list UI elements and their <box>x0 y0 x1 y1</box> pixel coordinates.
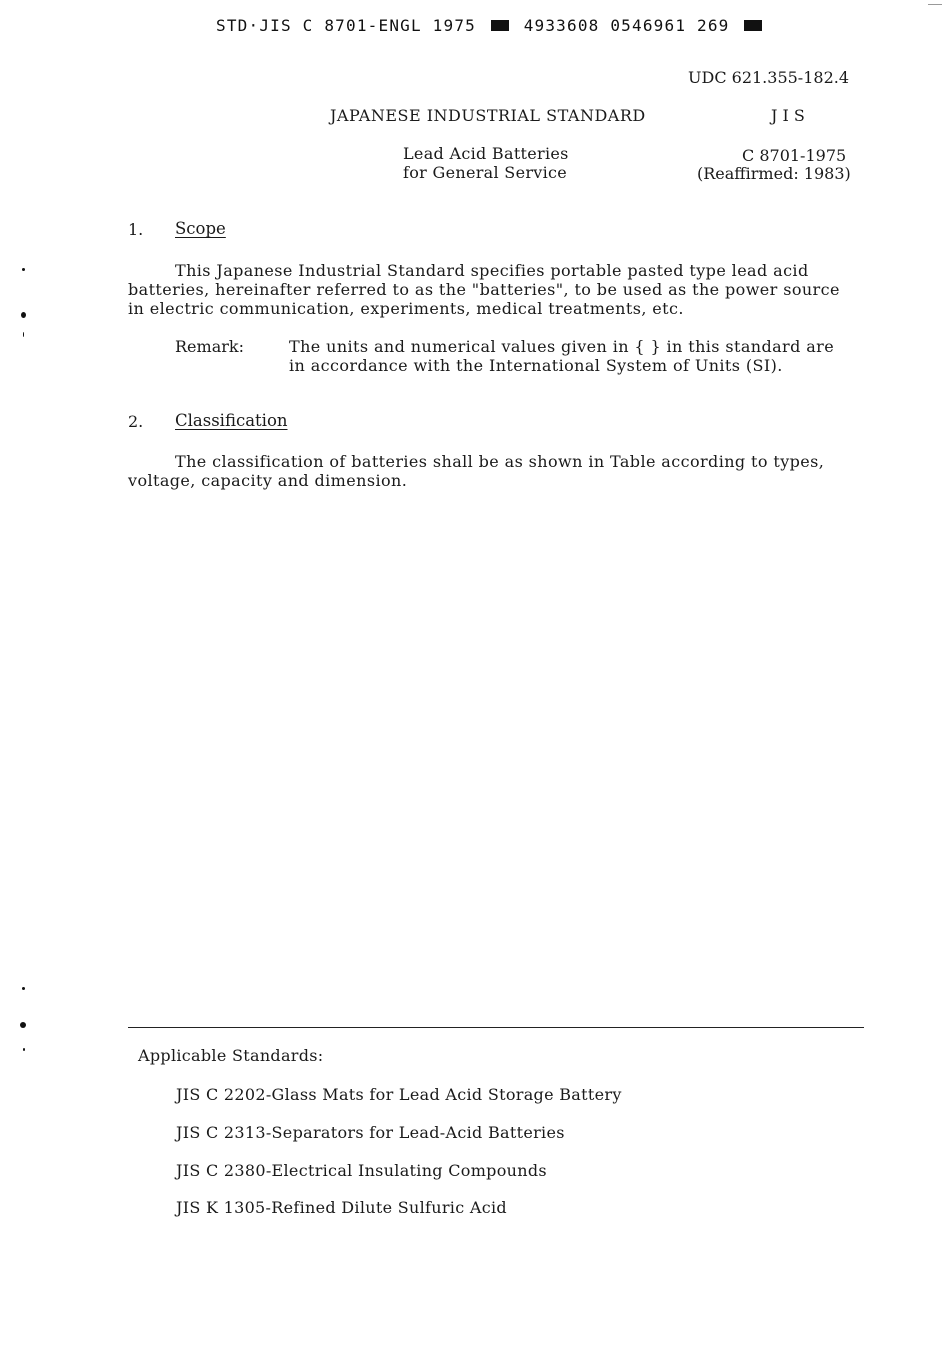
remark-line-1: The units and numerical values given in { } in this standard are <box>289 337 835 356</box>
applicable-standard-item: JIS K 1305-Refined Dilute Sulfuric Acid <box>176 1198 507 1217</box>
title-line-1: Lead Acid Batteries <box>403 144 569 163</box>
classification-line-1: The classification of batteries shall be as shown in Table according to types, <box>175 452 825 471</box>
document-header-code <box>216 16 766 35</box>
title-line-2: for General Service <box>403 163 568 182</box>
remark-line-2: in accordance with the International System of Units (SI). <box>289 356 783 375</box>
classification-line-2: voltage, capacity and dimension. <box>128 471 408 490</box>
standard-name: JAPANESE INDUSTRIAL STANDARD <box>330 106 646 125</box>
remark-label: Remark: <box>175 337 244 356</box>
barcode-number: 4933608 0546961 269 <box>523 16 730 35</box>
scan-speck <box>22 987 25 990</box>
scope-line-1: This Japanese Industrial Standard specifies portable pasted type lead acid <box>175 261 809 280</box>
section-number: 1. <box>128 220 144 239</box>
footer-divider <box>128 1027 864 1028</box>
scan-speck <box>21 312 26 318</box>
applicable-standard-item: JIS C 2380-Electrical Insulating Compounds <box>176 1161 547 1180</box>
scan-speck <box>23 1048 25 1051</box>
section-heading-classification: Classification <box>175 411 288 430</box>
section-number: 2. <box>128 412 144 431</box>
reaffirmed-date: (Reaffirmed: 1983) <box>697 164 851 183</box>
udc-number: UDC 621.355-182.4 <box>688 68 850 87</box>
jis-mark: J I S <box>771 106 805 125</box>
scope-line-3: in electric communication, experiments, medical treatments, etc. <box>128 299 684 318</box>
doc-code: STD·JIS C 8701-ENGL 1975 <box>216 16 476 35</box>
scan-speck <box>20 1022 26 1028</box>
black-block-icon <box>491 20 509 31</box>
applicable-standard-item: JIS C 2202-Glass Mats for Lead Acid Storage Battery <box>176 1085 622 1104</box>
scan-speck <box>22 268 25 271</box>
applicable-standards-title: Applicable Standards: <box>138 1046 324 1065</box>
standard-number: C 8701-1975 <box>742 146 847 165</box>
scope-line-2: batteries, hereinafter referred to as the "batteries", to be used as the power source <box>128 280 840 299</box>
scan-speck <box>928 4 942 5</box>
black-block-icon <box>744 20 762 31</box>
scan-speck <box>23 332 24 337</box>
section-heading-scope: Scope <box>175 219 226 238</box>
applicable-standard-item: JIS C 2313-Separators for Lead-Acid Batteries <box>176 1123 565 1142</box>
